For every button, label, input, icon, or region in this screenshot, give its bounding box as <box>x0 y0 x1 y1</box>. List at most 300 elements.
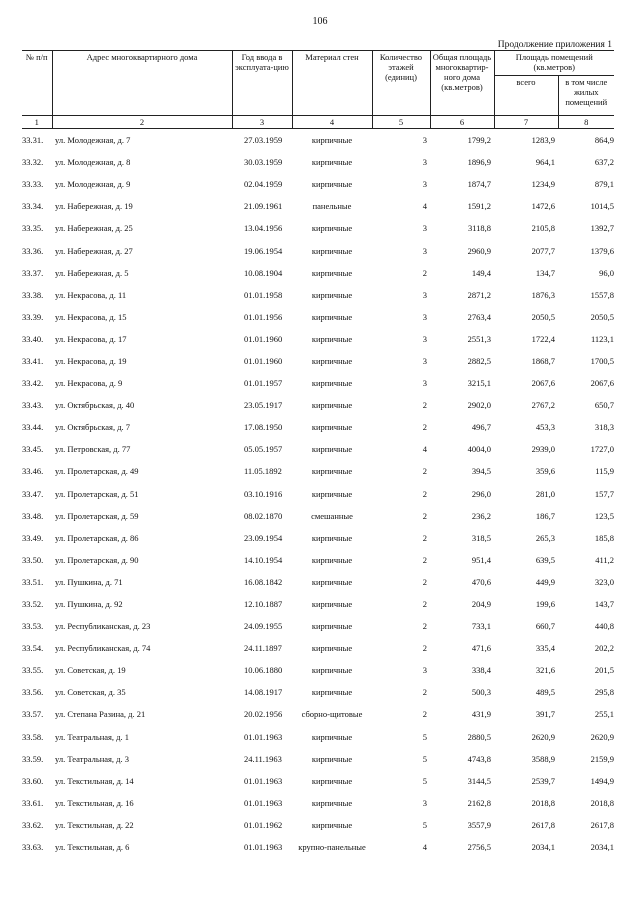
table-row <box>22 151 614 173</box>
premises-area-cell: 1876,3 <box>531 289 555 300</box>
table-row <box>22 350 614 372</box>
year-cell: 24.11.1963 <box>244 753 282 764</box>
column-number: 6 <box>430 116 494 129</box>
year-cell: 17.08.1950 <box>244 422 283 433</box>
address-cell: ул. Пролетарская, д. 90 <box>55 554 139 565</box>
material-cell: кирпичные <box>311 355 353 366</box>
row-number: 33.50. <box>22 554 44 565</box>
floors-cell: 2 <box>422 599 427 610</box>
total-area-cell: 394,5 <box>471 466 491 477</box>
total-area-cell: 2162,8 <box>467 797 491 808</box>
material-cell: кирпичные <box>311 311 353 322</box>
material-cell: панельные <box>312 201 352 212</box>
residential-area-cell: 255,1 <box>594 709 615 720</box>
floors-cell: 4 <box>422 842 427 853</box>
table-row <box>22 703 614 725</box>
column-number: 7 <box>494 116 558 129</box>
floors-cell: 2 <box>422 709 427 720</box>
row-number: 33.47. <box>22 488 44 499</box>
year-cell: 24.11.1897 <box>244 643 282 654</box>
floors-cell: 2 <box>422 643 427 654</box>
header-premises-area: Площадь помещений (кв.метров) <box>494 51 614 76</box>
premises-area-cell: 2105,8 <box>531 223 555 234</box>
floors-cell: 3 <box>422 333 427 344</box>
year-cell: 10.06.1880 <box>244 665 283 676</box>
row-number: 33.63. <box>22 842 44 853</box>
table-row <box>22 615 614 637</box>
row-number: 33.49. <box>22 532 44 543</box>
year-cell: 01.01.1960 <box>244 333 283 344</box>
row-number: 33.59. <box>22 753 44 764</box>
premises-area-cell: 1283,9 <box>531 135 555 146</box>
row-number: 33.51. <box>22 576 44 587</box>
material-cell: кирпичные <box>311 687 353 698</box>
premises-area-cell: 265,3 <box>535 532 555 543</box>
table-row <box>22 195 614 217</box>
year-cell: 01.01.1962 <box>244 819 283 830</box>
total-area-cell: 3557,9 <box>467 819 491 830</box>
material-cell: кирпичные <box>311 422 353 433</box>
address-cell: ул. Театральная, д. 1 <box>55 731 130 742</box>
header-material: Материал стен <box>292 51 372 116</box>
material-cell: кирпичные <box>311 599 353 610</box>
header-all: всего <box>494 76 558 116</box>
material-cell: кирпичные <box>311 819 353 830</box>
table-row <box>22 438 614 460</box>
material-cell: кирпичные <box>311 554 353 565</box>
address-cell: ул. Набережная, д. 5 <box>55 267 129 278</box>
header-address: Адрес многоквартирного дома <box>52 51 232 116</box>
material-cell: смешанные <box>311 510 353 521</box>
premises-area-cell: 2034,1 <box>531 842 555 853</box>
year-cell: 01.01.1963 <box>244 797 283 808</box>
premises-area-cell: 449,9 <box>535 576 555 587</box>
material-cell: кирпичные <box>311 466 353 477</box>
floors-cell: 5 <box>422 753 427 764</box>
housing-table <box>22 50 614 858</box>
material-cell: кирпичные <box>311 289 353 300</box>
year-cell: 21.09.1961 <box>244 201 283 212</box>
floors-cell: 3 <box>422 245 427 256</box>
total-area-cell: 3144,5 <box>467 775 491 786</box>
total-area-cell: 1799,2 <box>467 135 491 146</box>
residential-area-cell: 318,3 <box>594 422 615 433</box>
premises-area-cell: 1234,9 <box>531 179 555 190</box>
year-cell: 23.05.1917 <box>244 400 283 411</box>
floors-cell: 2 <box>422 488 427 499</box>
table-row <box>22 262 614 284</box>
residential-area-cell: 202,2 <box>594 643 615 654</box>
total-area-cell: 2756,5 <box>467 842 491 853</box>
total-area-cell: 1896,9 <box>467 157 491 168</box>
premises-area-cell: 199,6 <box>535 599 555 610</box>
table-row <box>22 372 614 394</box>
premises-area-cell: 321,6 <box>535 665 555 676</box>
header-year: Год ввода в эксплуата-цию <box>232 51 292 116</box>
year-cell: 01.01.1963 <box>244 731 283 742</box>
premises-area-cell: 2018,8 <box>531 797 555 808</box>
year-cell: 01.01.1956 <box>244 311 283 322</box>
row-number: 33.56. <box>22 687 44 698</box>
table-row <box>22 483 614 505</box>
year-cell: 10.08.1904 <box>244 267 283 278</box>
floors-cell: 2 <box>422 532 427 543</box>
column-numbers-row <box>22 116 614 129</box>
total-area-cell: 2882,5 <box>467 355 491 366</box>
residential-area-cell: 157,7 <box>594 488 615 499</box>
premises-area-cell: 1868,7 <box>531 355 555 366</box>
floors-cell: 3 <box>422 311 427 322</box>
row-number: 33.58. <box>22 731 44 742</box>
address-cell: ул. Некрасова, д. 17 <box>55 333 127 344</box>
material-cell: кирпичные <box>311 157 353 168</box>
floors-cell: 2 <box>422 267 427 278</box>
year-cell: 19.06.1954 <box>244 245 283 256</box>
residential-area-cell: 637,2 <box>594 157 615 168</box>
residential-area-cell: 1700,5 <box>590 355 615 366</box>
floors-cell: 2 <box>422 621 427 632</box>
address-cell: ул. Молодежная, д. 8 <box>55 157 131 168</box>
material-cell: кирпичные <box>311 488 353 499</box>
table-row <box>22 814 614 836</box>
row-number: 33.57. <box>22 709 44 720</box>
address-cell: ул. Набережная, д. 25 <box>55 223 133 234</box>
address-cell: ул. Некрасова, д. 15 <box>55 311 127 322</box>
residential-area-cell: 440,8 <box>594 621 615 632</box>
total-area-cell: 149,4 <box>471 267 491 278</box>
floors-cell: 5 <box>422 775 427 786</box>
address-cell: ул. Некрасова, д. 9 <box>55 378 123 389</box>
total-area-cell: 2551,3 <box>467 333 491 344</box>
header-num: № п/п <box>22 51 52 116</box>
residential-area-cell: 2159,9 <box>590 753 615 764</box>
floors-cell: 2 <box>422 510 427 521</box>
floors-cell: 3 <box>422 355 427 366</box>
total-area-cell: 204,9 <box>471 599 491 610</box>
residential-area-cell: 185,8 <box>594 532 615 543</box>
material-cell: кирпичные <box>311 378 353 389</box>
floors-cell: 2 <box>422 687 427 698</box>
premises-area-cell: 2939,0 <box>531 444 555 455</box>
material-cell: кирпичные <box>311 797 353 808</box>
residential-area-cell: 1727,0 <box>590 444 615 455</box>
floors-cell: 2 <box>422 400 427 411</box>
address-cell: ул. Текстильная, д. 22 <box>55 819 134 830</box>
floors-cell: 5 <box>422 731 427 742</box>
table-row <box>22 129 614 152</box>
address-cell: ул. Театральная, д. 3 <box>55 753 130 764</box>
row-number: 33.62. <box>22 819 44 830</box>
address-cell: ул. Степана Разина, д. 21 <box>55 709 146 720</box>
row-number: 33.32. <box>22 157 44 168</box>
row-number: 33.39. <box>22 311 44 322</box>
address-cell: ул. Республиканская, д. 74 <box>55 643 151 654</box>
year-cell: 11.05.1892 <box>244 466 282 477</box>
year-cell: 24.09.1955 <box>244 621 283 632</box>
total-area-cell: 1874,7 <box>467 179 491 190</box>
address-cell: ул. Текстильная, д. 14 <box>55 775 134 786</box>
table-row <box>22 836 614 858</box>
row-number: 33.36. <box>22 245 44 256</box>
address-cell: ул. Пушкина, д. 92 <box>55 599 123 610</box>
year-cell: 01.01.1958 <box>244 289 283 300</box>
page-number: 106 <box>312 16 328 27</box>
total-area-cell: 4743,8 <box>467 753 491 764</box>
residential-area-cell: 2018,8 <box>590 797 615 808</box>
floors-cell: 2 <box>422 422 427 433</box>
table-row <box>22 416 614 438</box>
premises-area-cell: 1472,6 <box>531 201 555 212</box>
table-row <box>22 726 614 748</box>
residential-area-cell: 1494,9 <box>590 775 615 786</box>
total-area-cell: 3215,1 <box>467 378 491 389</box>
table-body <box>22 129 614 859</box>
premises-area-cell: 134,7 <box>535 267 555 278</box>
address-cell: ул. Набережная, д. 27 <box>55 245 133 256</box>
year-cell: 01.01.1963 <box>244 775 283 786</box>
material-cell: кирпичные <box>311 576 353 587</box>
premises-area-cell: 639,5 <box>535 554 555 565</box>
row-number: 33.40. <box>22 333 44 344</box>
header-floors: Количество этажей (единиц) <box>372 51 430 116</box>
row-number: 33.33. <box>22 179 44 190</box>
table-row <box>22 748 614 770</box>
table-row <box>22 239 614 261</box>
floors-cell: 4 <box>422 444 427 455</box>
column-number: 3 <box>232 116 292 129</box>
address-cell: ул. Октябрьская, д. 7 <box>55 422 131 433</box>
residential-area-cell: 201,5 <box>594 665 615 676</box>
material-cell: кирпичные <box>311 621 353 632</box>
floors-cell: 3 <box>422 179 427 190</box>
total-area-cell: 236,2 <box>471 510 491 521</box>
table-row <box>22 770 614 792</box>
premises-area-cell: 1722,4 <box>531 333 555 344</box>
address-cell: ул. Молодежная, д. 7 <box>55 135 131 146</box>
floors-cell: 3 <box>422 378 427 389</box>
table-row <box>22 460 614 482</box>
floors-cell: 5 <box>422 819 427 830</box>
material-cell: кирпичные <box>311 665 353 676</box>
column-number: 8 <box>558 116 614 129</box>
material-cell: кирпичные <box>311 731 353 742</box>
year-cell: 14.10.1954 <box>244 554 283 565</box>
material-cell: кирпичные <box>311 775 353 786</box>
year-cell: 20.02.1956 <box>244 709 283 720</box>
premises-area-cell: 2067,6 <box>531 378 555 389</box>
header-total-area: Общая площадь многоквартир-ного дома (кв.метров) <box>430 51 494 116</box>
material-cell: кирпичные <box>311 753 353 764</box>
address-cell: ул. Пролетарская, д. 59 <box>55 510 139 521</box>
row-number: 33.45. <box>22 444 44 455</box>
premises-area-cell: 186,7 <box>535 510 555 521</box>
total-area-cell: 2871,2 <box>467 289 491 300</box>
row-number: 33.55. <box>22 665 44 676</box>
table-row <box>22 571 614 593</box>
address-cell: ул. Молодежная, д. 9 <box>55 179 131 190</box>
address-cell: ул. Пушкина, д. 71 <box>55 576 123 587</box>
total-area-cell: 471,6 <box>471 643 491 654</box>
address-cell: ул. Советская, д. 35 <box>55 687 126 698</box>
year-cell: 12.10.1887 <box>244 599 283 610</box>
residential-area-cell: 1557,8 <box>590 289 615 300</box>
address-cell: ул. Советская, д. 19 <box>55 665 126 676</box>
table-row <box>22 173 614 195</box>
premises-area-cell: 660,7 <box>535 621 555 632</box>
premises-area-cell: 489,5 <box>535 687 555 698</box>
material-cell: кирпичные <box>311 643 353 654</box>
address-cell: ул. Некрасова, д. 19 <box>55 355 127 366</box>
table-row <box>22 394 614 416</box>
row-number: 33.34. <box>22 201 44 212</box>
total-area-cell: 2880,5 <box>467 731 491 742</box>
premises-area-cell: 335,4 <box>535 643 555 654</box>
row-number: 33.61. <box>22 797 44 808</box>
address-cell: ул. Текстильная, д. 6 <box>55 842 130 853</box>
address-cell: ул. Октябрьская, д. 40 <box>55 400 135 411</box>
premises-area-cell: 453,3 <box>535 422 555 433</box>
row-number: 33.43. <box>22 400 44 411</box>
material-cell: кирпичные <box>311 267 353 278</box>
year-cell: 30.03.1959 <box>244 157 283 168</box>
material-cell: кирпичные <box>311 135 353 146</box>
material-cell: кирпичные <box>311 179 353 190</box>
residential-area-cell: 2617,8 <box>590 819 615 830</box>
residential-area-cell: 2067,6 <box>590 378 615 389</box>
total-area-cell: 733,1 <box>471 621 491 632</box>
residential-area-cell: 143,7 <box>594 599 615 610</box>
material-cell: кирпичные <box>311 532 353 543</box>
floors-cell: 3 <box>422 157 427 168</box>
premises-area-cell: 2539,7 <box>531 775 555 786</box>
premises-area-cell: 3588,9 <box>531 753 555 764</box>
address-cell: ул. Набережная, д. 19 <box>55 201 133 212</box>
floors-cell: 3 <box>422 135 427 146</box>
row-number: 33.41. <box>22 355 44 366</box>
total-area-cell: 2902,0 <box>467 400 491 411</box>
year-cell: 16.08.1842 <box>244 576 283 587</box>
residential-area-cell: 123,5 <box>594 510 615 521</box>
row-number: 33.38. <box>22 289 44 300</box>
total-area-cell: 318,5 <box>471 532 491 543</box>
material-cell: кирпичные <box>311 444 353 455</box>
residential-area-cell: 2034,1 <box>590 842 615 853</box>
year-cell: 23.09.1954 <box>244 532 283 543</box>
residential-area-cell: 1392,7 <box>590 223 615 234</box>
address-cell: ул. Пролетарская, д. 51 <box>55 488 139 499</box>
total-area-cell: 1591,2 <box>467 201 491 212</box>
premises-area-cell: 2767,2 <box>531 400 555 411</box>
address-cell: ул. Некрасова, д. 11 <box>55 289 127 300</box>
year-cell: 27.03.1959 <box>244 135 283 146</box>
total-area-cell: 496,7 <box>471 422 491 433</box>
table-row <box>22 792 614 814</box>
material-cell: крупно-панельные <box>298 842 366 853</box>
address-cell: ул. Республиканская, д. 23 <box>55 621 151 632</box>
residential-area-cell: 864,9 <box>594 135 615 146</box>
residential-area-cell: 323,0 <box>594 576 615 587</box>
premises-area-cell: 2050,5 <box>531 311 555 322</box>
floors-cell: 2 <box>422 554 427 565</box>
total-area-cell: 2960,9 <box>467 245 491 256</box>
total-area-cell: 951,4 <box>471 554 491 565</box>
total-area-cell: 470,6 <box>471 576 491 587</box>
address-cell: ул. Пролетарская, д. 86 <box>55 532 139 543</box>
row-number: 33.52. <box>22 599 44 610</box>
total-area-cell: 431,9 <box>471 709 491 720</box>
residential-area-cell: 879,1 <box>594 179 615 190</box>
residential-area-cell: 2620,9 <box>590 731 615 742</box>
total-area-cell: 500,3 <box>471 687 491 698</box>
address-cell: ул. Пролетарская, д. 49 <box>55 466 139 477</box>
year-cell: 08.02.1870 <box>244 510 283 521</box>
table-row <box>22 328 614 350</box>
residential-area-cell: 411,2 <box>595 554 615 565</box>
total-area-cell: 296,0 <box>471 488 491 499</box>
premises-area-cell: 391,7 <box>535 709 555 720</box>
material-cell: кирпичные <box>311 245 353 256</box>
material-cell: кирпичные <box>311 223 353 234</box>
address-cell: ул. Петровская, д. 77 <box>55 444 131 455</box>
residential-area-cell: 1014,5 <box>590 201 615 212</box>
premises-area-cell: 2617,8 <box>531 819 555 830</box>
row-number: 33.31. <box>22 135 44 146</box>
residential-area-cell: 1123,1 <box>590 333 615 344</box>
address-cell: ул. Текстильная, д. 16 <box>55 797 134 808</box>
row-number: 33.42. <box>22 378 44 389</box>
year-cell: 13.04.1956 <box>244 223 283 234</box>
table-row <box>22 505 614 527</box>
total-area-cell: 2763,4 <box>467 311 491 322</box>
residential-area-cell: 2050,5 <box>590 311 615 322</box>
residential-area-cell: 295,8 <box>594 687 615 698</box>
floors-cell: 3 <box>422 665 427 676</box>
floors-cell: 3 <box>422 289 427 300</box>
table-row <box>22 217 614 239</box>
residential-area-cell: 96,0 <box>599 267 615 278</box>
row-number: 33.35. <box>22 223 44 234</box>
continuation-label: Продолжение приложения 1 <box>497 40 612 50</box>
total-area-cell: 4004,0 <box>467 444 491 455</box>
row-number: 33.37. <box>22 267 44 278</box>
year-cell: 01.01.1960 <box>244 355 283 366</box>
table-row <box>22 284 614 306</box>
table-row <box>22 549 614 571</box>
row-number: 33.44. <box>22 422 44 433</box>
floors-cell: 2 <box>422 576 427 587</box>
material-cell: кирпичные <box>311 400 353 411</box>
column-number: 1 <box>22 116 52 129</box>
floors-cell: 4 <box>422 201 427 212</box>
material-cell: кирпичные <box>311 333 353 344</box>
floors-cell: 2 <box>422 466 427 477</box>
total-area-cell: 3118,8 <box>467 223 491 234</box>
table-row <box>22 681 614 703</box>
premises-area-cell: 281,0 <box>535 488 555 499</box>
residential-area-cell: 650,7 <box>594 400 615 411</box>
year-cell: 05.05.1957 <box>244 444 283 455</box>
year-cell: 14.08.1917 <box>244 687 283 698</box>
year-cell: 02.04.1959 <box>244 179 283 190</box>
floors-cell: 3 <box>422 797 427 808</box>
row-number: 33.54. <box>22 643 44 654</box>
table-row <box>22 306 614 328</box>
premises-area-cell: 964,1 <box>535 157 555 168</box>
residential-area-cell: 115,9 <box>595 466 615 477</box>
premises-area-cell: 2077,7 <box>531 245 555 256</box>
premises-area-cell: 359,6 <box>535 466 555 477</box>
column-number: 5 <box>372 116 430 129</box>
